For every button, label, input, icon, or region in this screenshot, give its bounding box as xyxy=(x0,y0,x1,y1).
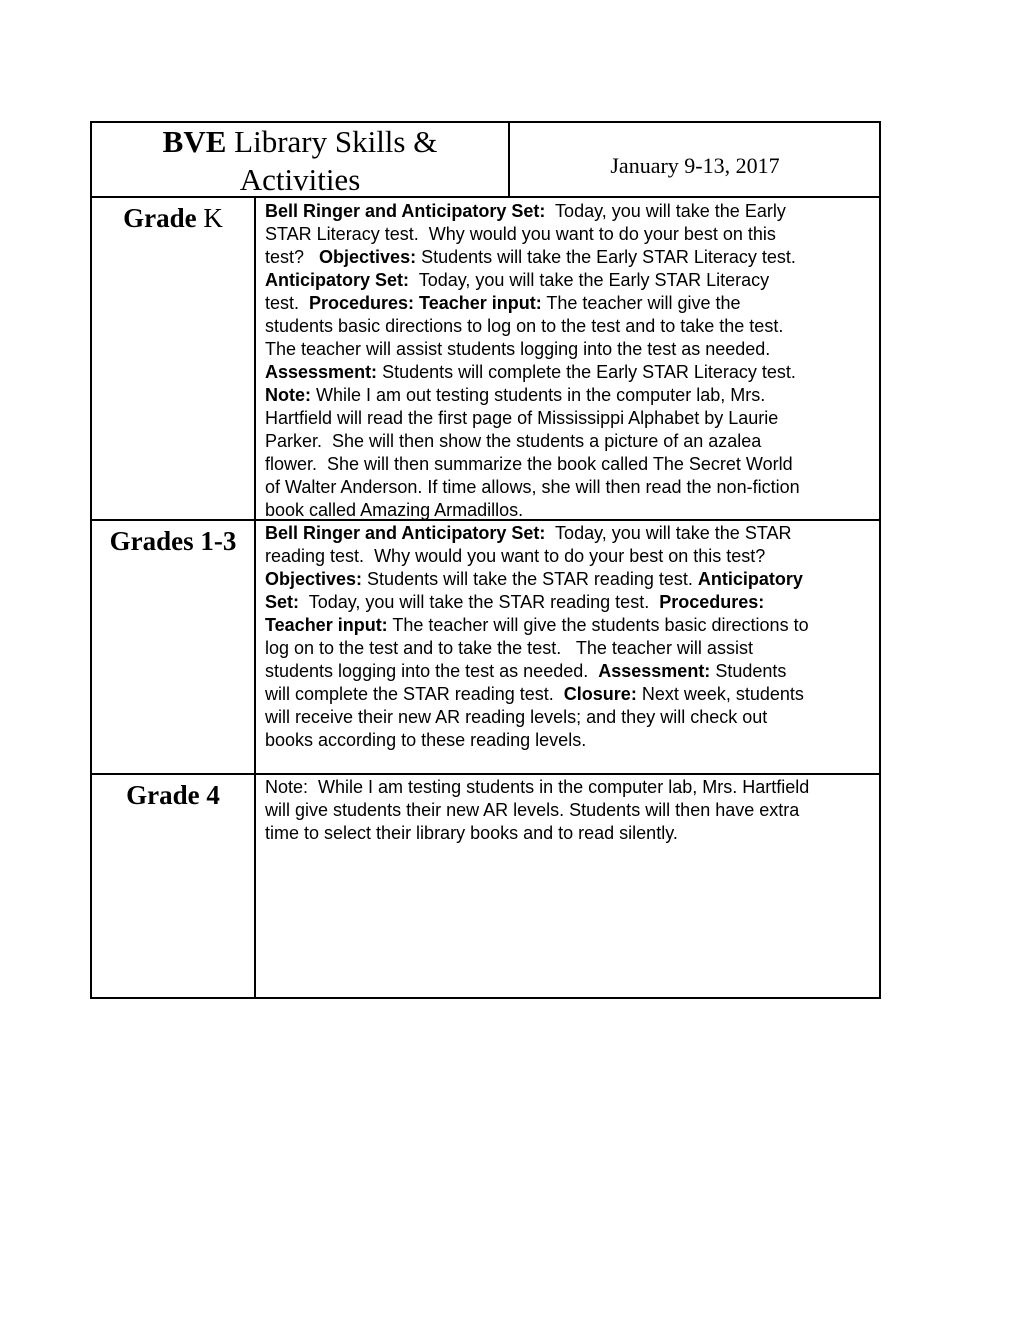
plan-text: students logging into the test as needed. xyxy=(265,661,599,681)
plan-line xyxy=(265,361,875,384)
plan-line xyxy=(265,430,875,453)
plan-text: Students will take the STAR reading test. xyxy=(362,569,698,589)
plan-text: Students will complete the Early STAR Literacy test. xyxy=(377,362,796,382)
plan-line xyxy=(265,407,875,430)
plan-line xyxy=(265,568,875,591)
plan-text: Today, you will take the Early xyxy=(545,201,786,221)
plan-text: Note: While I am testing students in the computer lab, Mrs. Hartfield xyxy=(265,777,810,797)
plan-text: will give students their new AR levels. Students will then have extra xyxy=(265,800,800,820)
plan-line xyxy=(265,706,875,729)
plan-text: Today, you will take the Early STAR Literacy xyxy=(409,270,770,290)
plan-text: books according to these reading levels. xyxy=(265,730,587,750)
plan-text: Parker. She will then show the students a picture of an azalea xyxy=(265,431,762,451)
plan-text: test. xyxy=(265,293,310,313)
plan-line xyxy=(265,637,875,660)
plan-line xyxy=(265,384,875,407)
plan-line xyxy=(265,292,875,315)
plan-text: students basic directions to log on to the test and to take the test. xyxy=(265,316,784,336)
grade-label-bold: Grades 1-3 xyxy=(109,526,237,556)
grades-1-3-plan xyxy=(265,522,875,752)
grade-label-1-3 xyxy=(92,525,254,557)
bold-label: Objectives: xyxy=(265,569,363,589)
plan-line xyxy=(265,660,875,683)
plan-text: time to select their library books and to read silently. xyxy=(265,823,678,843)
plan-line xyxy=(265,246,875,269)
bold-label: Anticipatory Set: xyxy=(265,270,410,290)
plan-text: The teacher will assist students logging into the test as needed. xyxy=(265,339,771,359)
plan-line xyxy=(265,269,875,292)
plan-line xyxy=(265,545,875,568)
grade-label-4 xyxy=(92,779,254,811)
plan-text: test? xyxy=(265,247,320,267)
plan-text: reading test. Why would you want to do your best on this test? xyxy=(265,546,766,566)
plan-line xyxy=(265,591,875,614)
plan-line xyxy=(265,799,875,822)
plan-text: book called Amazing Armadillos. xyxy=(265,500,524,520)
grade-label-bold: Grade 4 xyxy=(126,780,220,810)
grade-label-rest: K xyxy=(203,203,223,233)
plan-text: Students xyxy=(710,661,787,681)
page-title xyxy=(92,123,508,197)
grade-4-plan xyxy=(265,776,875,845)
plan-line xyxy=(265,315,875,338)
plan-text: will receive their new AR reading levels; and they will check out xyxy=(265,707,768,727)
plan-text: Students will take the Early STAR Literacy test. xyxy=(416,247,796,267)
header-column-divider xyxy=(508,121,510,198)
bold-label: Note: xyxy=(265,385,311,405)
grade-column-divider xyxy=(254,196,256,999)
plan-text: Hartfield will read the first page of Mississippi Alphabet by Laurie xyxy=(265,408,779,428)
plan-text: Today, you will take the STAR xyxy=(545,523,792,543)
grade-k-plan xyxy=(265,200,875,522)
grade-label-k xyxy=(92,202,254,234)
bold-label: Assessment: xyxy=(265,362,378,382)
plan-line xyxy=(265,522,875,545)
plan-line xyxy=(265,729,875,752)
plan-text: log on to the test and to take the test. The teacher will assist xyxy=(265,638,753,658)
plan-line xyxy=(265,200,875,223)
bold-label: Set: xyxy=(265,592,300,612)
date-range: January 9-13, 2017 xyxy=(610,153,780,178)
plan-text: While I am out testing students in the computer lab, Mrs. xyxy=(311,385,766,405)
title-line-2: Activities xyxy=(239,162,361,197)
row-divider-2 xyxy=(90,773,881,775)
bold-label: Procedures: xyxy=(659,592,765,612)
plan-line xyxy=(265,776,875,799)
bold-label: Assessment: xyxy=(598,661,711,681)
bold-label: Objectives: xyxy=(319,247,417,267)
bold-label: Teacher input: xyxy=(265,615,388,635)
bold-label: Closure: xyxy=(563,684,637,704)
plan-line xyxy=(265,614,875,637)
plan-line xyxy=(265,683,875,706)
title-bold: BVE xyxy=(162,124,227,159)
title-rest: Library Skills & xyxy=(234,124,438,159)
bold-label: Procedures: Teacher input: xyxy=(309,293,542,313)
plan-text: The teacher will give the students basic directions to xyxy=(387,615,809,635)
plan-text: Today, you will take the STAR reading test. xyxy=(299,592,660,612)
grade-label-bold: Grade xyxy=(123,203,197,233)
title-line-1 xyxy=(92,123,508,161)
plan-line xyxy=(265,453,875,476)
plan-line xyxy=(265,499,875,522)
bold-label: Bell Ringer and Anticipatory Set: xyxy=(265,523,546,543)
plan-text: flower. She will then summarize the book called The Secret World xyxy=(265,454,793,474)
plan-text: Next week, students xyxy=(636,684,804,704)
plan-text: of Walter Anderson. If time allows, she will then read the non-fiction xyxy=(265,477,800,497)
bold-label: Bell Ringer and Anticipatory Set: xyxy=(265,201,546,221)
plan-line xyxy=(265,476,875,499)
bold-label: Anticipatory xyxy=(697,569,803,589)
plan-text: The teacher will give the xyxy=(541,293,741,313)
plan-line xyxy=(265,223,875,246)
plan-line xyxy=(265,338,875,361)
plan-text: will complete the STAR reading test. xyxy=(265,684,564,704)
plan-text: STAR Literacy test. Why would you want to do your best on this xyxy=(265,224,776,244)
plan-line xyxy=(265,822,875,845)
